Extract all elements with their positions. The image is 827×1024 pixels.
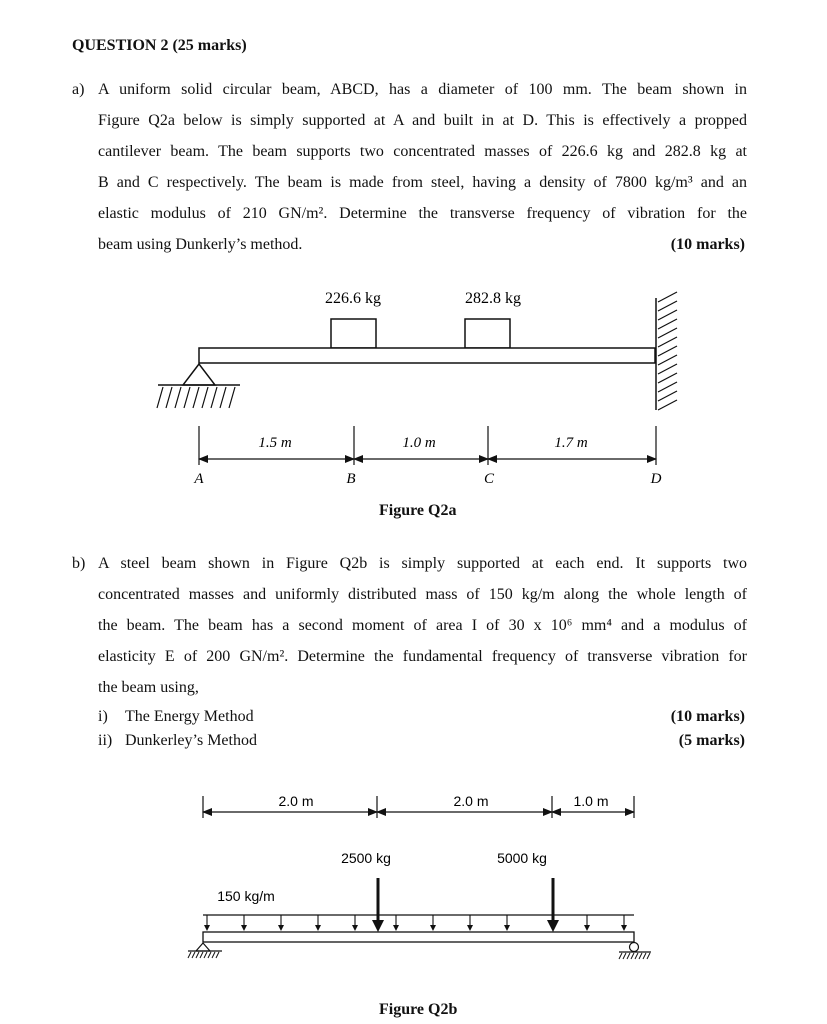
part-b-line: A steel beam shown in Figure Q2b is simply supported at each end. It supports two bbox=[98, 555, 747, 572]
udl-arrow-head bbox=[467, 925, 473, 931]
point-c-label: C bbox=[483, 471, 495, 487]
mass-2-label: 5000 kg bbox=[497, 850, 547, 866]
udl-arrow-head bbox=[584, 925, 590, 931]
part-b-line: the beam. The beam has a second moment of area I of 30 x 10⁶ mm⁴ and a modulus of bbox=[98, 617, 747, 634]
dim-2-label: 2.0 m bbox=[453, 793, 489, 809]
mass-c-label: 282.8 kg bbox=[465, 290, 521, 307]
part-a-line: A uniform solid circular beam, ABCD, has a diameter of 100 mm. The beam shown in bbox=[98, 81, 747, 98]
udl-label: 150 kg/m bbox=[217, 888, 275, 904]
item-i-label: i) bbox=[98, 708, 108, 725]
mass-c-block bbox=[465, 319, 510, 348]
mass-1-label: 2500 kg bbox=[341, 850, 391, 866]
udl-arrow-head bbox=[278, 925, 284, 931]
beam-b bbox=[203, 932, 634, 942]
part-a-line: Figure Q2a below is simply supported at A and built in at D. This is effectively a propped bbox=[98, 112, 747, 129]
udl-arrow-head bbox=[204, 925, 210, 931]
part-a-text bbox=[98, 74, 747, 260]
part-a-marks: (10 marks) bbox=[670, 236, 745, 253]
part-a-line: cantilever beam. The beam supports two concentrated masses of 226.6 kg and 282.8 kg at bbox=[98, 143, 747, 160]
dim-bc-label: 1.0 m bbox=[402, 435, 436, 451]
part-b-line: concentrated masses and uniformly distributed mass of 150 kg/m along the whole length of bbox=[98, 586, 747, 603]
part-a-line: elastic modulus of 210 GN/m². Determine the transverse frequency of vibration for the bbox=[98, 205, 747, 222]
figure-q2b-caption: Figure Q2b bbox=[379, 1001, 458, 1018]
dim-3-label: 1.0 m bbox=[573, 793, 609, 809]
udl-arrow-head bbox=[315, 925, 321, 931]
item-i-marks: (10 marks) bbox=[670, 708, 745, 725]
item-ii-label: ii) bbox=[98, 732, 113, 749]
dimension-lines-b bbox=[203, 796, 634, 818]
pin-support-left bbox=[188, 943, 222, 958]
item-i-text: The Energy Method bbox=[125, 708, 254, 725]
roller-support-right bbox=[619, 943, 651, 960]
udl-arrows bbox=[204, 915, 627, 931]
udl-arrow-head bbox=[352, 925, 358, 931]
dim-ab-label: 1.5 m bbox=[258, 435, 292, 451]
question-heading: QUESTION 2 (25 marks) bbox=[72, 37, 247, 54]
udl-arrow-head bbox=[393, 925, 399, 931]
figure-q2a bbox=[0, 280, 827, 500]
dim-cd-label: 1.7 m bbox=[554, 435, 588, 451]
dim-1-label: 2.0 m bbox=[278, 793, 314, 809]
figure-q2b bbox=[0, 780, 827, 980]
figure-q2a-caption: Figure Q2a bbox=[379, 502, 457, 519]
item-ii-text: Dunkerley’s Method bbox=[125, 732, 257, 749]
part-a-line: B and C respectively. The beam is made from steel, having a density of 7800 kg/m³ and an bbox=[98, 174, 747, 191]
part-a-line: beam using Dunkerly’s method. bbox=[98, 236, 303, 253]
part-b-line: elasticity E of 200 GN/m². Determine the fundamental frequency of transverse vibration for bbox=[98, 648, 747, 665]
beam-abcd bbox=[199, 348, 655, 363]
udl-arrow-head bbox=[504, 925, 510, 931]
udl-arrow-head bbox=[241, 925, 247, 931]
pin-support-a bbox=[157, 364, 240, 408]
part-b-text bbox=[98, 548, 747, 703]
udl-arrow-head bbox=[430, 925, 436, 931]
fixed-support-d bbox=[656, 292, 677, 410]
point-a-label: A bbox=[194, 471, 204, 487]
load-arrow-1 bbox=[372, 878, 384, 932]
mass-b-label: 226.6 kg bbox=[325, 290, 381, 307]
item-ii-marks: (5 marks) bbox=[678, 732, 745, 749]
point-d-label: D bbox=[650, 471, 662, 487]
load-arrow-2 bbox=[547, 878, 559, 932]
part-a-label: a) bbox=[72, 81, 85, 98]
part-b-label: b) bbox=[72, 555, 86, 572]
udl-arrow-head bbox=[621, 925, 627, 931]
part-b-line: the beam using, bbox=[98, 679, 199, 696]
mass-b-block bbox=[331, 319, 376, 348]
point-b-label: B bbox=[346, 471, 356, 487]
